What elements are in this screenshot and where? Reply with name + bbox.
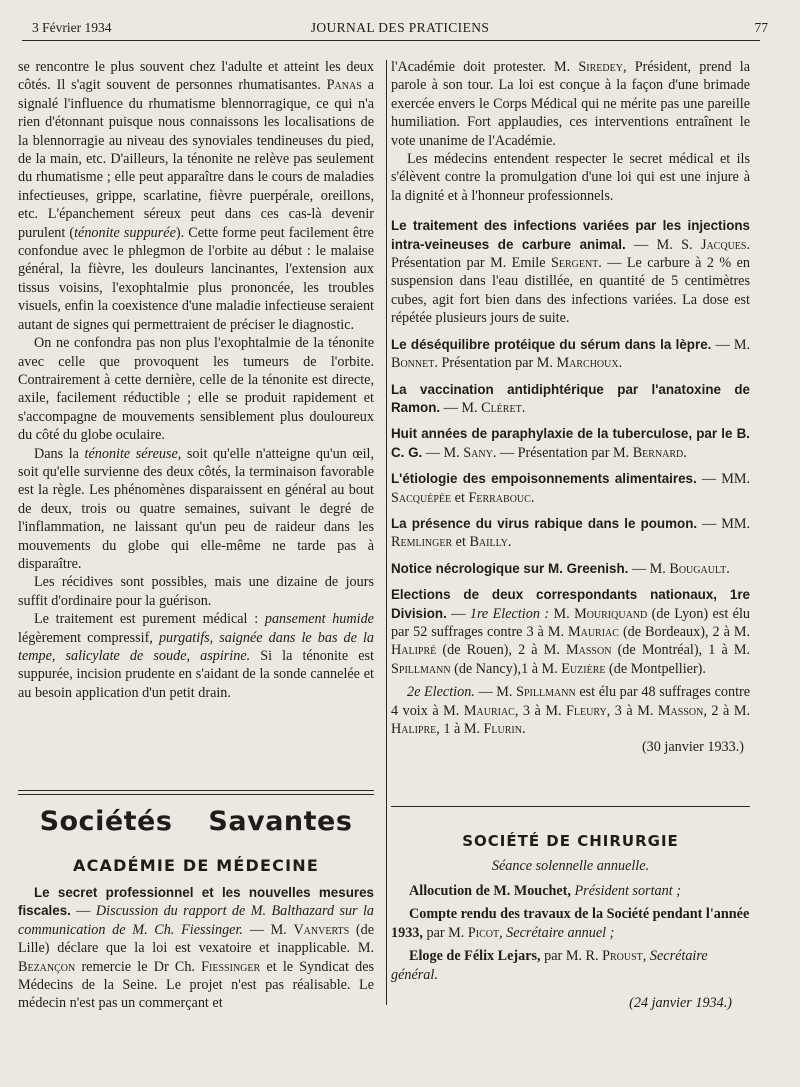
list-item: Le traitement des infections variées par les injections intra-veineuses de carbure animal. — M. S. Jacques. Présentation par M. Emile Sergent. — Le carbure à 2 % en suspension dans l'eau distillée, en quantité de 5 centimètres cubes, agit fort bien dans des infections variées. La dose est répétée plusieurs jours de suite. — [391, 218, 751, 327]
chirurgie-title: SOCIÉTÉ DE CHIRURGIE — [462, 832, 679, 850]
list-item: Compte rendu des travaux de la Société pendant l'année 1933, par M. Picot, Secrétaire annuel ; — [391, 906, 750, 941]
header-rule — [22, 40, 760, 41]
session-date: (24 janvier 1934.) — [629, 995, 732, 1012]
list-item: Notice nécrologique sur M. Greenish. — M. Bougault. — [391, 560, 730, 577]
page-header — [32, 20, 768, 40]
header-date: 3 Février 1934 — [32, 20, 112, 35]
list-item: Le déséquilibre protéique du sérum dans la lèpre. — M. Bonnet. Présentation par M. Marchoux. — [391, 336, 751, 372]
academie-body — [18, 884, 374, 1013]
right-column — [391, 58, 750, 757]
paragraph: se rencontre le plus souvent chez l'adulte et atteint les deux côtés. Il s'agit souvent de personnes rhumatisantes. Panas a signalé l'influence du rhumatisme blennorragique, ce qui n'a rien d'étonnant puisque nous connaissons les localisations de la blennorragie au niveau des synoviales tendineuses du pied, de la main, etc. D'ailleurs, la ténonite ne relève pas seulement du rhumatisme ; elle peut apparaître dans le cours de maladies infectieuses, grippe, scarlatine, fièvre puerpérale, oreillons, etc. L'épanchement séreux peut dans ces cas-là devenir purulent (ténonite suppurée). Cette forme peut facilement être confondue avec le phlegmon de l'orbite au début : le malaise général, la fièvre, les douleurs lancinantes, l'extension aux tissus voisins, l'exophtalmie plus prononcée, les troubles visuels, enfin la coexistence d'une maladie infectieuse seraient autant de signes qui permettraient de préciser le diagnostic. — [18, 59, 375, 333]
paragraph: Le traitement est purement médical : pansement humide légèrement compressif, purgatifs, saignée dans le bas de la tempe, salicylate de soude, aspirine. Si la ténonite est suppurée, incision prudente en s'aidant de la sonde cannelée et au besoin application d'un petit drain. — [18, 611, 375, 701]
header-page-number: 77 — [754, 20, 768, 35]
list-item: Eloge de Félix Lejars, par M. R. Proust, Secrétaire général. — [391, 948, 708, 983]
section-rule — [18, 790, 374, 791]
paragraph: Dans la ténonite séreuse, soit qu'elle n'atteigne qu'un œil, soit qu'elle survienne des deux côtés, la terminaison favorable est la règle. Les phénomènes disparaissent en général au bout de deux, trois ou quatre semaines, suivant le degré de l'inflammation, ne laissant qu'un peu de raideur dans les mouvements du globe qui elle-même ne tarde pas à disparaître. — [18, 445, 374, 572]
section-rule — [391, 806, 750, 807]
section-heading-societes-savantes: Sociétés Savantes — [39, 806, 353, 837]
left-column — [18, 58, 374, 702]
list-item: La présence du virus rabique dans le poumon. — MM. Remlinger et Bailly. — [391, 515, 750, 551]
list-item: Elections de deux correspondants nationaux, 1re Division. — 1re Election : M. Mouriquand (de Lyon) est élu par 52 suffrages contre 3 à M. Mauriac (de Bordeaux), 2 à M. Halipré (de Rouen), 2 à M. Masson (de Montréal), 1 à M. Spillmann (de Nancy),1 à M. Euzière (de Montpellier). — [391, 587, 751, 677]
column-divider — [386, 60, 387, 1005]
session-date: (30 janvier 1933.) — [641, 739, 744, 756]
chirurgie-body — [391, 882, 750, 1017]
paragraph: Les récidives sont possibles, mais une dizaine de jours suffit d'ordinaire pour la guérison. — [18, 574, 374, 609]
paragraph: 2e Election. — M. Spillmann est élu par 48 suffrages contre 4 voix à M. Mauriac, 3 à M. Fleury, 3 à M. Masson, 2 à M. Halipre, 1 à M. Flurin. — [391, 684, 751, 737]
paragraph: On ne confondra pas non plus l'exophtalmie de la ténonite avec celle que provoquent les tumeurs de l'orbite. Contrairement à cette dernière, celle de la ténonite est directe, axile, facilement réductible ; elle se produit rapidement et s'accompagne de mouvements sensiblement plus douloureux du côté du globe oculaire. — [18, 335, 374, 444]
paragraph: Les médecins entendent respecter le secret médical et ils s'élèvent contre la promulgation d'une loi qui est une injure à la dignité et à l'honneur professionnels. — [391, 151, 750, 204]
paragraph: Le secret professionnel et les nouvelles mesures fiscales. — Discussion du rapport de M. Balthazard sur la communication de M. Ch. Fiessinger. — M. Vanverts (de Lille) déclare que la loi est vexatoire et inapplicable. M. Bezançon remercie le Dr Ch. Fiessinger et le Syndicat des Médecins de la Seine. Le projet n'est pas réalisable. Le médecin n'est pas un commerçant et — [18, 885, 375, 1012]
chirurgie-subtitle: Séance solennelle annuelle. — [491, 858, 650, 874]
list-item: La vaccination antidiphtérique par l'anatoxine de Ramon. — M. Cléret. — [391, 381, 750, 416]
list-item: Allocution de M. Mouchet, Président sortant ; — [409, 883, 681, 899]
paragraph: l'Académie doit protester. M. Siredey, Président, prend la parole à son tour. La loi est conçue à la façon d'une brimade exercée envers le Corps Médical qui ne mérite pas une pareille humiliation. Fort applaudies, ces interventions entraînent le vote unanime de l'Académie. — [391, 59, 751, 149]
section-rule — [18, 794, 374, 795]
academie-title: ACADÉMIE DE MÉDECINE — [73, 856, 319, 875]
list-item: L'étiologie des empoisonnements alimentaires. — MM. Sacquépée et Ferrabouc. — [391, 471, 751, 506]
header-journal-title: JOURNAL DES PRATICIENS — [310, 20, 490, 35]
list-item: Huit années de paraphylaxie de la tuberculose, par le B. C. G. — M. Sany. — Présentation par M. Bernard. — [391, 426, 750, 461]
